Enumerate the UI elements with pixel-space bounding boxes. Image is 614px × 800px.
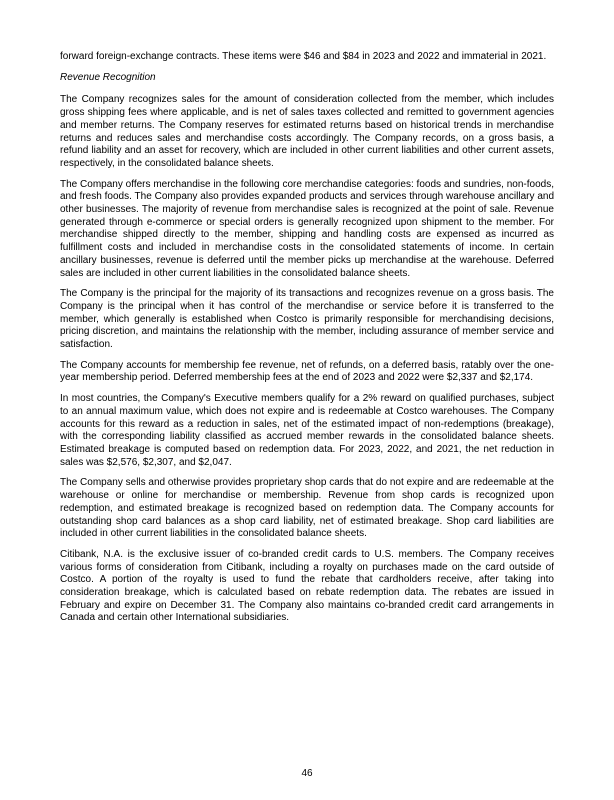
paragraph-citibank-credit-cards: Citibank, N.A. is the exclusive issuer of co-branded credit cards to U.S. members. The Company receives various forms of consideration from Citibank, including a royalty on purchases made on the card outside of Costco. A portion of the royalty is used to fund the rebate that cardholders receive, after taking into consideration breakage, which is calculated based on rebate redemption data. The rebates are issued in February and expire on December 31. The Company also maintains co-branded credit card arrangements in Canada and certain other International subsidiaries.	[60, 548, 554, 624]
paragraph-continuation: forward foreign-exchange contracts. These items were $46 and $84 in 2023 and 2022 and immaterial in 2021.	[60, 51, 547, 62]
section-heading-revenue-recognition: Revenue Recognition	[60, 71, 156, 83]
paragraph-shop-cards: The Company sells and otherwise provides proprietary shop cards that do not expire and are redeemable at the warehouse or online for merchandise or membership. Revenue from shop cards is recognized upon redemption, and estimated breakage is recognized based on redemption data. The Company accounts for outstanding shop card balances as a shop card liability, net of estimated breakage. Shop card liabilities are included in other current liabilities in the consolidated balance sheets.	[60, 477, 554, 540]
paragraph-sales-recognition: The Company recognizes sales for the amount of consideration collected from the member, which includes gross shipping fees where applicable, and is net of sales taxes collected and remitted to government agencies and member returns. The Company reserves for estimated returns based on historical trends in merchandise returns and reduces sales and merchandise costs accordingly. The Company records, on a gross basis, a refund liability and an asset for recovery, which are included in other current liabilities and other current assets, respectively, in the consolidated balance sheets.	[60, 94, 554, 169]
page-body-text	[60, 51, 554, 633]
paragraph-merchandise-categories: The Company offers merchandise in the following core merchandise categories: foods and sundries, non-foods, and fresh foods. The Company also provides expanded products and services through warehouse ancillary and other businesses. The majority of revenue from merchandise sales is recognized at the point of sale. Revenue generated through e-commerce or special orders is generally recognized upon shipment to the member. For merchandise shipped directly to the member, shipping and handling costs are expensed as incurred as fulfillment costs and included in merchandise costs in the consolidated statements of income. In certain ancillary businesses, revenue is deferred until the member picks up merchandise at the warehouse. Deferred sales are included in other current liabilities in the consolidated balance sheets.	[60, 178, 554, 279]
paragraph-membership-fee-revenue: The Company accounts for membership fee revenue, net of refunds, on a deferred basis, ratably over the one-year membership period. Deferred membership fees at the end of 2023 and 2022 were $2,337 and $2,174.	[60, 359, 554, 384]
paragraph-principal-gross-basis: The Company is the principal for the majority of its transactions and recognizes revenue on a gross basis. The Company is the principal when it has control of the merchandise or service before it is transferred to the member, which generally is established when Costco is primarily responsible for merchandising decisions, pricing discretion, and maintains the relationship with the member, including assurance of member service and satisfaction.	[60, 288, 554, 351]
paragraph-executive-member-reward: In most countries, the Company's Executive members qualify for a 2% reward on qualified purchases, subject to an annual maximum value, which does not expire and is redeemable at Costco warehouses. The Company accounts for this reward as a reduction in sales, net of the estimated impact of non-redemptions (breakage), with the corresponding liability classified as accrued member rewards in the consolidated balance sheets. Estimated breakage is computed based on redemption data. For 2023, 2022, and 2021, the net reduction in sales was $2,576, $2,307, and $2,047.	[60, 393, 554, 468]
page-number: 46	[301, 768, 313, 779]
